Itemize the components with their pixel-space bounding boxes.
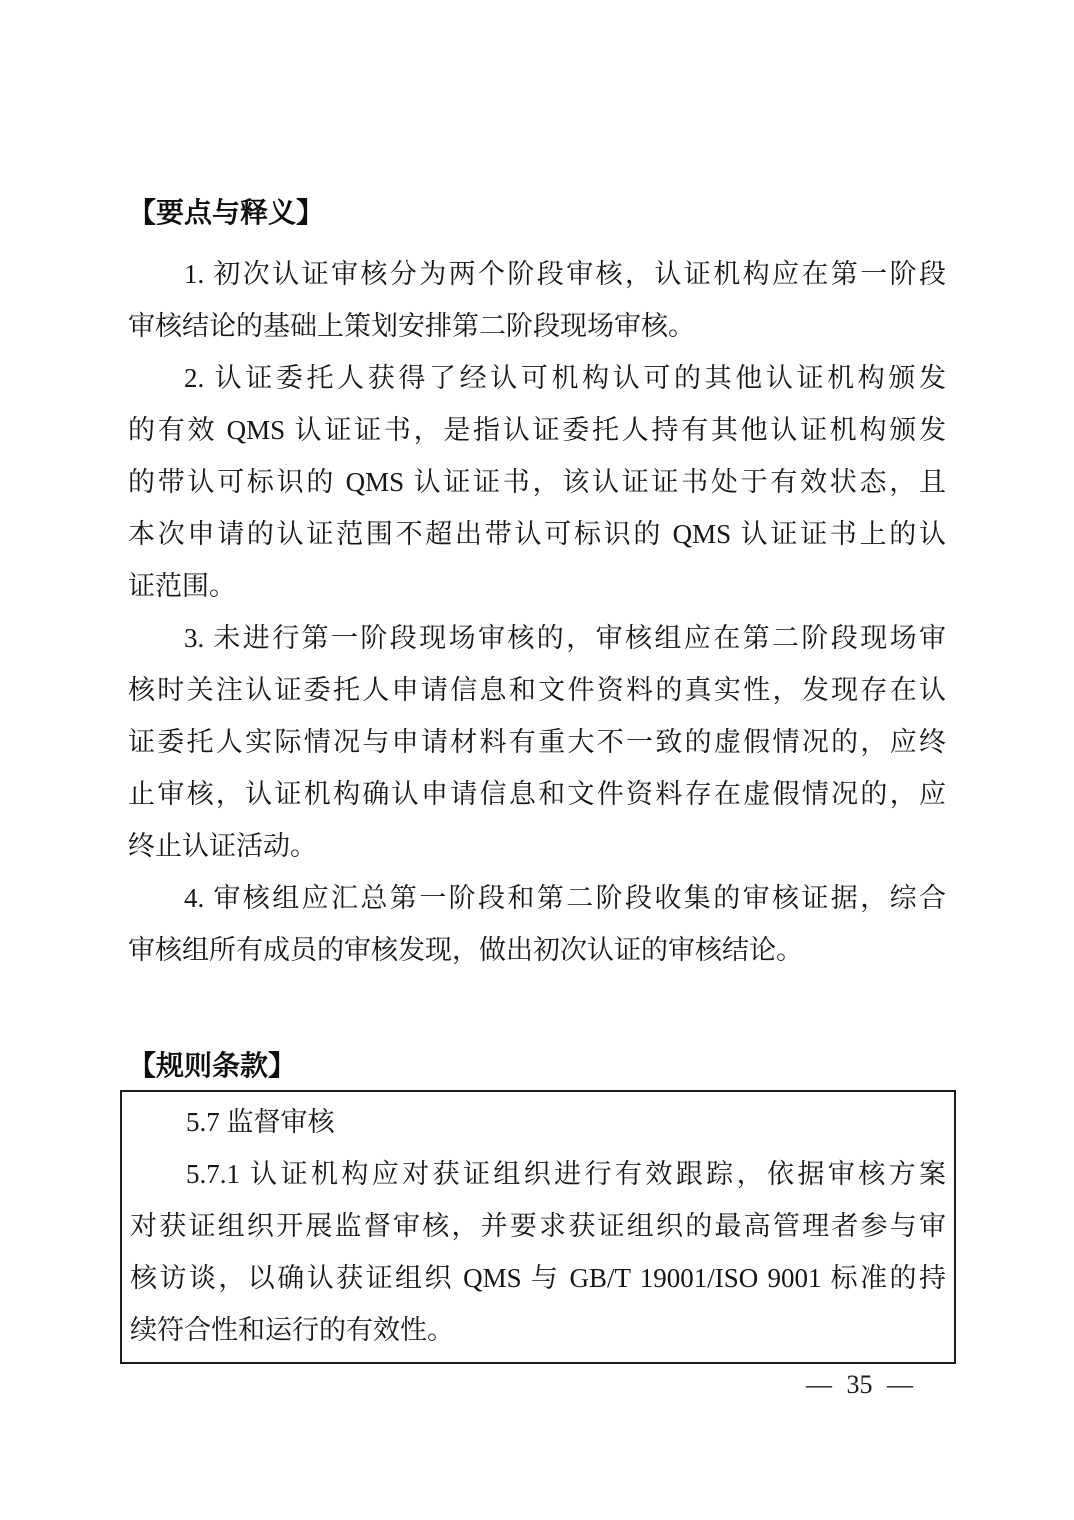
text-line: 的带认可标识的 QMS 认证证书，该认证证书处于有效状态，且 <box>128 467 946 497</box>
key-points-paragraphs <box>128 248 946 976</box>
text-line: 审核结论的基础上策划安排第二阶段现场审核。 <box>128 311 695 341</box>
text-line: 5.7.1 认证机构应对获证组织进行有效跟踪，依据审核方案 <box>186 1159 946 1189</box>
paragraph <box>128 248 946 352</box>
paragraph <box>128 612 946 872</box>
paragraph <box>128 352 946 612</box>
text-line: 的有效 QMS 认证证书，是指认证委托人持有其他认证机构颁发 <box>128 415 946 445</box>
text-line: 续符合性和运行的有效性。 <box>130 1315 454 1345</box>
text-line: 核访谈，以确认获证组织 QMS 与 GB/T 19001/ISO 9001 标准的持 <box>130 1263 946 1293</box>
text-line: 3. 未进行第一阶段现场审核的，审核组应在第二阶段现场审 <box>184 623 946 653</box>
section-heading-key-points: 【要点与释义】 <box>128 197 325 228</box>
page-number: — 35 — <box>806 1370 913 1399</box>
paragraph <box>130 1096 946 1148</box>
section-heading-rule-clauses: 【规则条款】 <box>128 1050 297 1081</box>
text-line: 终止认证活动。 <box>128 831 317 861</box>
text-line: 4. 审核组应汇总第一阶段和第二阶段收集的审核证据，综合 <box>184 883 946 913</box>
text-line: 1. 初次认证审核分为两个阶段审核，认证机构应在第一阶段 <box>184 259 946 289</box>
text-line: 证委托人实际情况与申请材料有重大不一致的虚假情况的，应终 <box>128 727 946 757</box>
text-line: 5.7 监督审核 <box>186 1107 335 1137</box>
text-line: 止审核，认证机构确认申请信息和文件资料存在虚假情况的，应 <box>128 779 946 809</box>
text-line: 证范围。 <box>128 571 236 601</box>
paragraph <box>128 872 946 976</box>
paragraph <box>130 1148 946 1356</box>
page-content <box>128 193 946 1364</box>
text-line: 审核组所有成员的审核发现，做出初次认证的审核结论。 <box>128 935 803 965</box>
rule-clause-box <box>120 1090 956 1364</box>
text-line: 对获证组织开展监督审核，并要求获证组织的最高管理者参与审 <box>130 1211 946 1241</box>
text-line: 2. 认证委托人获得了经认可机构认可的其他认证机构颁发 <box>184 363 946 393</box>
text-line: 核时关注认证委托人申请信息和文件资料的真实性，发现存在认 <box>128 675 946 705</box>
text-line: 本次申请的认证范围不超出带认可标识的 QMS 认证证书上的认 <box>128 519 946 549</box>
